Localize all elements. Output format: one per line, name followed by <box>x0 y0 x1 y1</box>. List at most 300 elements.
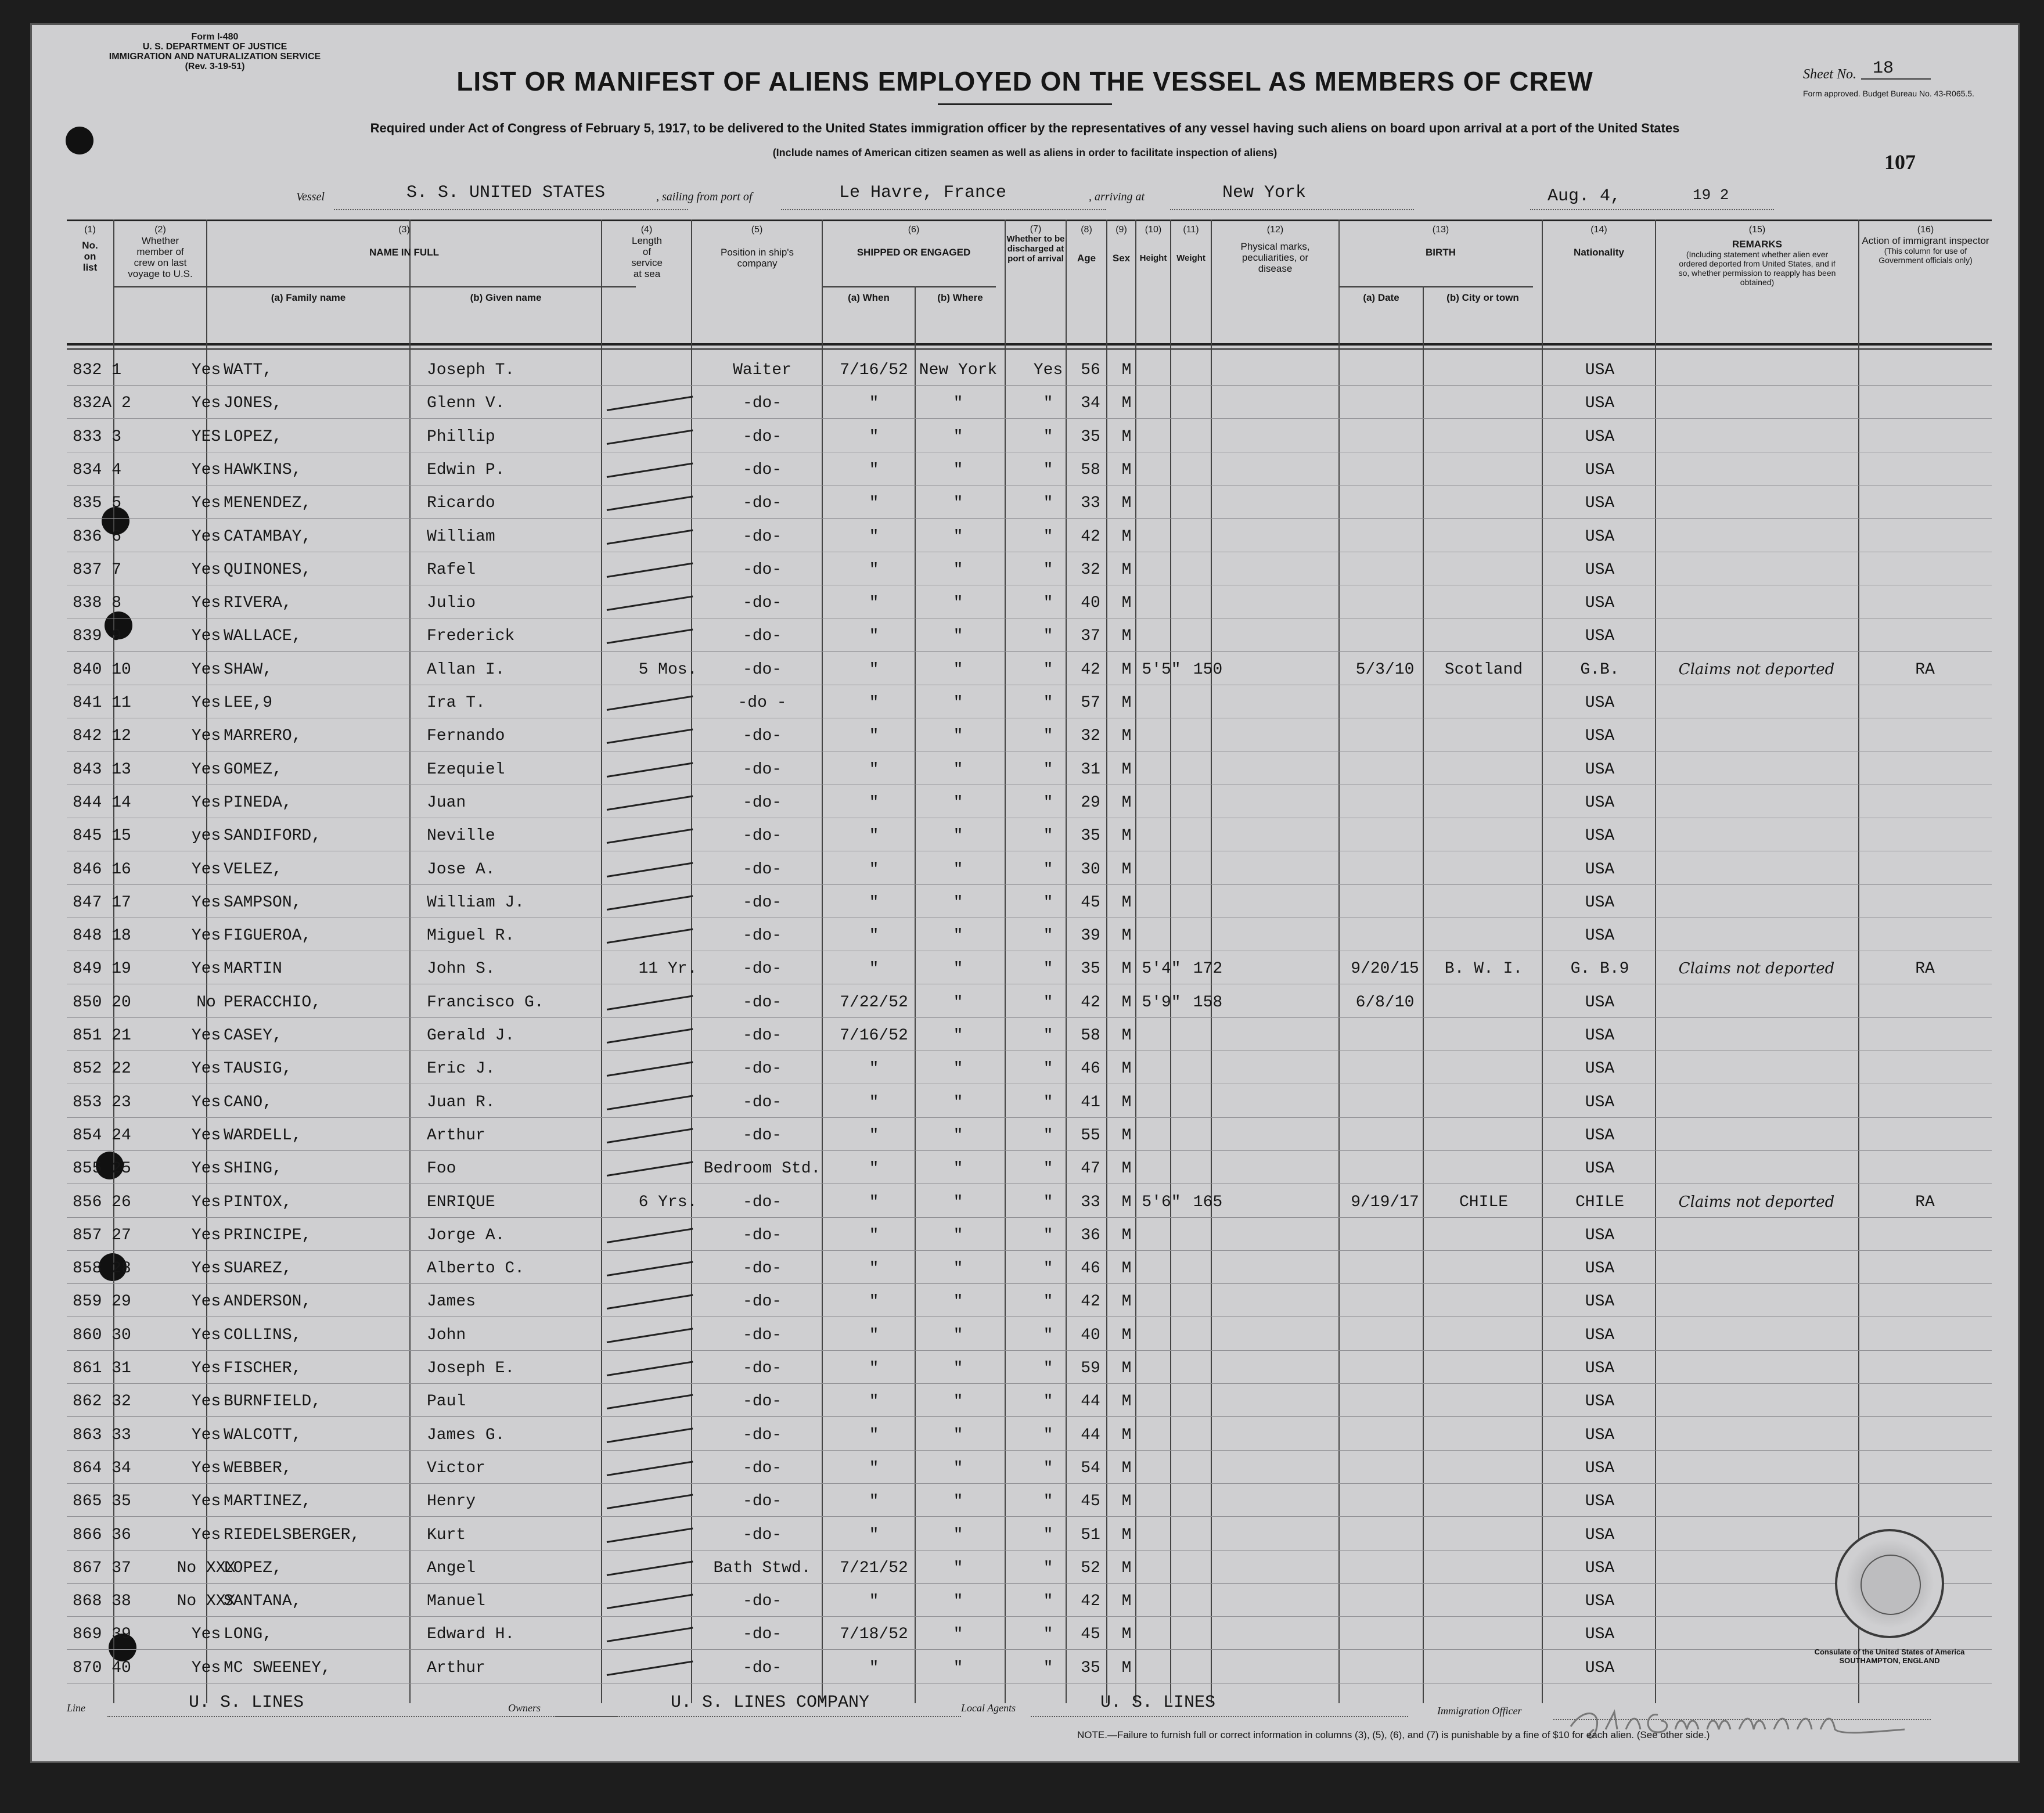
cell-sex: M <box>1121 1359 1132 1377</box>
cell-position: -do- <box>742 1293 782 1311</box>
cell-discharged: " <box>1043 1126 1053 1145</box>
cell-family-name: WALLACE, <box>224 627 302 646</box>
subtitle-note: (Include names of American citizen seamen as well as aliens in order to facilitate inspection of aliens) <box>772 147 1278 159</box>
cell-age: 35 <box>1081 427 1100 446</box>
cell-discharged: " <box>1043 394 1053 413</box>
cell-discharged: " <box>1043 1160 1053 1178</box>
cell-shipped-when: " <box>869 760 879 779</box>
sheet-label: Sheet No. <box>1803 67 1856 82</box>
cell-given-name: Manuel <box>427 1592 485 1611</box>
cell-service-length: 6 Yrs. <box>638 1193 697 1211</box>
cell-given-name: Arthur <box>427 1659 485 1677</box>
cell-position: -do- <box>742 494 782 513</box>
cell-discharged: " <box>1043 1592 1053 1611</box>
cell-discharged: " <box>1043 1426 1053 1444</box>
cell-shipped-when: " <box>869 927 879 945</box>
cell-age: 35 <box>1081 827 1100 846</box>
cell-discharged: " <box>1043 760 1053 779</box>
cell-line-number: 865 35 <box>73 1492 131 1511</box>
arrival-port: New York <box>1222 183 1307 203</box>
cell-line-number: 868 38 <box>73 1592 131 1611</box>
cell-sex: M <box>1121 1293 1132 1311</box>
cell-nationality: USA <box>1585 1592 1615 1611</box>
cell-age: 32 <box>1081 560 1100 579</box>
cell-shipped-where: " <box>953 1260 963 1278</box>
cell-shipped-when: " <box>869 1126 879 1145</box>
cell-remarks: Claims not deported <box>1678 1193 1835 1211</box>
cell-age: 44 <box>1081 1426 1100 1444</box>
cell-given-name: Arthur <box>427 1126 485 1145</box>
cell-nationality: USA <box>1585 927 1615 945</box>
cell-discharged: Yes <box>1033 361 1063 379</box>
cell-last-voyage: Yes <box>191 1293 221 1311</box>
cell-given-name: Joseph E. <box>427 1359 515 1377</box>
cell-position: -do- <box>742 1393 782 1411</box>
cell-given-name: Henry <box>427 1492 476 1511</box>
cell-shipped-where: " <box>953 793 963 812</box>
table-row <box>67 1384 1992 1417</box>
pen-stroke <box>607 1294 693 1310</box>
cell-nationality: USA <box>1585 760 1615 779</box>
cell-age: 59 <box>1081 1359 1100 1377</box>
cell-shipped-where: " <box>953 1027 963 1045</box>
cell-age: 32 <box>1081 727 1100 746</box>
pen-stroke <box>607 1261 693 1276</box>
cell-shipped-where: " <box>953 694 963 712</box>
table-row <box>67 1451 1992 1484</box>
cell-age: 29 <box>1081 793 1100 812</box>
cell-line-number: 850 20 <box>73 993 131 1012</box>
cell-shipped-when: " <box>869 527 879 546</box>
cell-line-number: 867 37 <box>73 1559 131 1577</box>
cell-line-number: 842 12 <box>73 727 131 746</box>
cell-sex: M <box>1121 1027 1132 1045</box>
date-line <box>1530 208 1774 210</box>
cell-nationality: USA <box>1585 1326 1615 1344</box>
cell-shipped-when: 7/18/52 <box>840 1625 908 1644</box>
cell-last-voyage: Yes <box>191 860 221 879</box>
cell-position: -do- <box>742 1592 782 1611</box>
cell-sex: M <box>1121 494 1132 513</box>
cell-family-name: WALCOTT, <box>224 1426 302 1444</box>
cell-shipped-where: " <box>953 860 963 879</box>
cell-last-voyage: Yes <box>191 1459 221 1477</box>
cell-sex: M <box>1121 361 1132 379</box>
cell-discharged: " <box>1043 1559 1053 1577</box>
cell-family-name: JONES, <box>224 394 282 413</box>
header-line-no: (1) No. on list <box>82 225 98 273</box>
cell-family-name: HAWKINS, <box>224 461 302 479</box>
cell-nationality: USA <box>1585 1160 1615 1178</box>
cell-last-voyage: Yes <box>191 960 221 979</box>
cell-discharged: " <box>1043 494 1053 513</box>
table-row <box>67 1085 1992 1118</box>
manifest-table <box>67 220 1992 1703</box>
pen-stroke <box>607 429 693 444</box>
cell-shipped-when: " <box>869 1459 879 1477</box>
page-title: LIST OR MANIFEST OF ALIENS EMPLOYED ON THE VESSEL AS MEMBERS OF CREW <box>456 66 1593 96</box>
table-row <box>67 386 1992 419</box>
cell-shipped-where: " <box>953 1492 963 1511</box>
cell-age: 52 <box>1081 1559 1100 1577</box>
cell-family-name: QUINONES, <box>224 560 312 579</box>
cell-age: 58 <box>1081 461 1100 479</box>
cell-height: 5'6" <box>1142 1193 1181 1211</box>
cell-nationality: USA <box>1585 1260 1615 1278</box>
cell-shipped-where: " <box>953 1093 963 1111</box>
footnote: NOTE.—Failure to furnish full or correct information in columns (3), (5), (6), and (7) is punishable by a fine of $10 for each alien. (See other side.) <box>1077 1729 1710 1740</box>
cell-sex: M <box>1121 461 1132 479</box>
pen-stroke <box>607 1461 693 1476</box>
pen-stroke <box>607 529 693 544</box>
cell-age: 51 <box>1081 1526 1100 1544</box>
cell-shipped-where: " <box>953 993 963 1012</box>
cell-shipped-where: " <box>953 1459 963 1477</box>
table-row <box>67 520 1992 552</box>
form-revision: (Rev. 3-19-51) <box>185 62 245 71</box>
pen-stroke <box>607 596 693 611</box>
cell-line-number: 860 30 <box>73 1326 131 1344</box>
cell-last-voyage: Yes <box>191 594 221 613</box>
cell-family-name: LEE,9 <box>224 694 273 712</box>
cell-sex: M <box>1121 1659 1132 1677</box>
cell-nationality: USA <box>1585 1293 1615 1311</box>
cell-sex: M <box>1121 927 1132 945</box>
cell-position: -do- <box>742 1359 782 1377</box>
cell-sex: M <box>1121 394 1132 413</box>
cell-age: 35 <box>1081 960 1100 979</box>
cell-discharged: " <box>1043 1027 1053 1045</box>
cell-nationality: USA <box>1585 727 1615 746</box>
cell-shipped-when: " <box>869 727 879 746</box>
cell-family-name: SUAREZ, <box>224 1260 292 1278</box>
from-line <box>781 208 1106 210</box>
header-nationality: (14) Nationality <box>1574 225 1624 258</box>
cell-last-voyage: Yes <box>191 461 221 479</box>
cell-shipped-when: " <box>869 1060 879 1078</box>
cell-nationality: USA <box>1585 1625 1615 1644</box>
cell-family-name: FISCHER, <box>224 1359 302 1377</box>
header-name: (3) NAME IN FULL <box>369 225 439 258</box>
cell-shipped-when: " <box>869 1260 879 1278</box>
cell-shipped-when: " <box>869 1592 879 1611</box>
cell-line-number: 832 1 <box>73 361 122 379</box>
cell-given-name: Fernando <box>427 727 505 746</box>
arrival-year: 19 2 <box>1693 186 1729 204</box>
table-row <box>67 420 1992 452</box>
cell-discharged: " <box>1043 993 1053 1012</box>
cell-last-voyage: Yes <box>191 1260 221 1278</box>
cell-line-number: 854 24 <box>73 1126 131 1145</box>
cell-birth-date: 9/19/17 <box>1351 1193 1419 1211</box>
cell-shipped-when: 7/21/52 <box>840 1559 908 1577</box>
cell-birth-city: B. W. I. <box>1444 960 1523 979</box>
cell-age: 46 <box>1081 1260 1100 1278</box>
header-sex: (9) Sex <box>1112 225 1131 264</box>
line-label: Line <box>67 1702 86 1714</box>
cell-shipped-when: " <box>869 560 879 579</box>
cell-family-name: SANDIFORD, <box>224 827 322 846</box>
cell-given-name: Edward H. <box>427 1625 515 1644</box>
header-height: (10) Height <box>1139 225 1167 263</box>
cell-family-name: SHAW, <box>224 660 273 679</box>
line-value: U. S. LINES <box>189 1693 304 1713</box>
cell-given-name: Ezequiel <box>427 760 505 779</box>
cell-age: 42 <box>1081 1293 1100 1311</box>
cell-nationality: USA <box>1585 461 1615 479</box>
cell-sex: M <box>1121 960 1132 979</box>
cell-given-name: Joseph T. <box>427 361 515 379</box>
table-row <box>67 1584 1992 1617</box>
cell-family-name: BURNFIELD, <box>224 1393 322 1411</box>
sheet-number: 18 <box>1873 59 1894 78</box>
cell-nationality: USA <box>1585 793 1615 812</box>
cell-shipped-when: " <box>869 1160 879 1178</box>
cell-last-voyage: No XXX <box>177 1592 236 1611</box>
cell-family-name: WEBBER, <box>224 1459 292 1477</box>
cell-position: -do- <box>742 394 782 413</box>
cell-weight: 150 <box>1193 660 1223 679</box>
cell-line-number: 844 14 <box>73 793 131 812</box>
pen-stroke <box>607 1161 693 1177</box>
cell-discharged: " <box>1043 860 1053 879</box>
pen-stroke <box>607 895 693 910</box>
cell-shipped-where: " <box>953 1659 963 1677</box>
cell-shipped-when: " <box>869 660 879 679</box>
pen-stroke <box>607 396 693 411</box>
cell-given-name: Ricardo <box>427 494 495 513</box>
cell-height: 5'9" <box>1142 993 1181 1012</box>
cell-line-number: 843 13 <box>73 760 131 779</box>
cell-line-number: 866 36 <box>73 1526 131 1544</box>
cell-shipped-where: " <box>953 760 963 779</box>
cell-sex: M <box>1121 1326 1132 1344</box>
pen-stroke <box>607 729 693 744</box>
cell-position: -do- <box>742 527 782 546</box>
table-row <box>67 1152 1992 1184</box>
cell-line-number: 849 19 <box>73 960 131 979</box>
cell-family-name: PERACCHIO, <box>224 993 322 1012</box>
pen-stroke <box>607 829 693 844</box>
cell-discharged: " <box>1043 1393 1053 1411</box>
cell-discharged: " <box>1043 793 1053 812</box>
cell-position: -do- <box>742 1526 782 1544</box>
cell-family-name: GOMEZ, <box>224 760 282 779</box>
cell-shipped-where: " <box>953 1126 963 1145</box>
cell-sex: M <box>1121 1160 1132 1178</box>
cell-nationality: CHILE <box>1575 1193 1624 1211</box>
vessel-line <box>334 208 688 210</box>
cell-discharged: " <box>1043 1459 1053 1477</box>
table-row <box>67 1185 1992 1218</box>
cell-line-number: 861 31 <box>73 1359 131 1377</box>
cell-nationality: USA <box>1585 893 1615 912</box>
line-underline <box>107 1715 618 1717</box>
cell-nationality: USA <box>1585 1027 1615 1045</box>
pen-stroke <box>607 929 693 944</box>
table-row <box>67 1019 1992 1051</box>
cell-given-name: Alberto C. <box>427 1260 525 1278</box>
header-weight: (11) Weight <box>1176 225 1205 263</box>
cell-age: 33 <box>1081 1193 1100 1211</box>
cell-family-name: MENENDEZ, <box>224 494 312 513</box>
cell-age: 58 <box>1081 1027 1100 1045</box>
cell-sex: M <box>1121 1093 1132 1111</box>
pen-stroke <box>607 1560 693 1575</box>
table-row <box>67 1118 1992 1151</box>
cell-position: -do- <box>742 1492 782 1511</box>
vessel-name: S. S. UNITED STATES <box>406 183 606 203</box>
cell-shipped-where: " <box>953 927 963 945</box>
owners-value: U. S. LINES COMPANY <box>671 1693 870 1713</box>
cell-sex: M <box>1121 627 1132 646</box>
cell-given-name: Jorge A. <box>427 1226 505 1244</box>
officer-label: Immigration Officer <box>1437 1705 1522 1717</box>
cell-position: Bedroom Std. <box>703 1160 821 1178</box>
cell-line-number: 838 8 <box>73 594 122 613</box>
cell-shipped-where: " <box>953 960 963 979</box>
cell-shipped-where: " <box>953 1526 963 1544</box>
cell-position: Bath Stwd. <box>713 1559 811 1577</box>
table-row <box>67 1351 1992 1384</box>
cell-discharged: " <box>1043 1293 1053 1311</box>
cell-age: 56 <box>1081 361 1100 379</box>
cell-last-voyage: Yes <box>191 527 221 546</box>
pen-stroke <box>607 1062 693 1077</box>
cell-shipped-when: " <box>869 594 879 613</box>
cell-line-number: 855 25 <box>73 1160 131 1178</box>
cell-sex: M <box>1121 1260 1132 1278</box>
cell-shipped-when: " <box>869 1226 879 1244</box>
pen-stroke <box>607 1328 693 1343</box>
cell-position: -do- <box>742 660 782 679</box>
agents-value: U. S. LINES <box>1100 1693 1216 1713</box>
pen-stroke <box>607 1361 693 1376</box>
cell-given-name: Rafel <box>427 560 476 579</box>
cell-position: -do- <box>742 827 782 846</box>
owners-underline <box>555 1715 961 1717</box>
cell-position: -do- <box>742 1027 782 1045</box>
cell-shipped-when: " <box>869 793 879 812</box>
cell-discharged: " <box>1043 660 1053 679</box>
cell-discharged: " <box>1043 960 1053 979</box>
cell-shipped-where: " <box>953 1559 963 1577</box>
cell-line-number: 845 15 <box>73 827 131 846</box>
cell-age: 57 <box>1081 694 1100 712</box>
cell-last-voyage: Yes <box>191 1193 221 1211</box>
cell-sex: M <box>1121 1226 1132 1244</box>
cell-shipped-where: " <box>953 1193 963 1211</box>
pen-stroke <box>607 1228 693 1243</box>
pen-stroke <box>607 762 693 777</box>
cell-given-name: ENRIQUE <box>427 1193 495 1211</box>
cell-discharged: " <box>1043 1093 1053 1111</box>
cell-age: 40 <box>1081 1326 1100 1344</box>
cell-shipped-when: " <box>869 893 879 912</box>
cell-family-name: ANDERSON, <box>224 1293 312 1311</box>
cell-shipped-when: " <box>869 1393 879 1411</box>
from-label: , sailing from port of <box>656 190 753 203</box>
cell-nationality: USA <box>1585 993 1615 1012</box>
form-approved: Form approved. Budget Bureau No. 43-R065.5. <box>1803 89 1974 98</box>
cell-discharged: " <box>1043 1359 1053 1377</box>
cell-last-voyage: Yes <box>191 1093 221 1111</box>
cell-sex: M <box>1121 1559 1132 1577</box>
table-row <box>67 1218 1992 1251</box>
cell-age: 54 <box>1081 1459 1100 1477</box>
cell-line-number: 833 3 <box>73 427 122 446</box>
cell-last-voyage: Yes <box>191 494 221 513</box>
cell-position: -do- <box>742 1060 782 1078</box>
cell-sex: M <box>1121 1426 1132 1444</box>
cell-sex: M <box>1121 694 1132 712</box>
cell-given-name: James G. <box>427 1426 505 1444</box>
cell-position: -do- <box>742 461 782 479</box>
sheet-underline <box>1861 78 1931 80</box>
cell-age: 55 <box>1081 1126 1100 1145</box>
cell-given-name: Eric J. <box>427 1060 495 1078</box>
cell-family-name: MC SWEENEY, <box>224 1659 331 1677</box>
cell-last-voyage: Yes <box>191 560 221 579</box>
pen-stroke <box>607 562 693 577</box>
cell-given-name: Edwin P. <box>427 461 505 479</box>
cell-last-voyage: Yes <box>191 1526 221 1544</box>
header-shipped-where: (b) Where <box>937 292 983 303</box>
cell-shipped-where: " <box>953 827 963 846</box>
cell-discharged: " <box>1043 1260 1053 1278</box>
cell-last-voyage: No XXX <box>177 1559 236 1577</box>
pen-stroke <box>607 1427 693 1443</box>
cell-nationality: USA <box>1585 1426 1615 1444</box>
cell-age: 31 <box>1081 760 1100 779</box>
header-given-name: (b) Given name <box>470 292 542 303</box>
cell-age: 45 <box>1081 893 1100 912</box>
cell-nationality: USA <box>1585 1126 1615 1145</box>
cell-birth-date: 6/8/10 <box>1355 993 1415 1012</box>
cell-position: -do- <box>742 1193 782 1211</box>
cell-given-name: Francisco G. <box>427 993 544 1012</box>
cell-sex: M <box>1121 594 1132 613</box>
cell-discharged: " <box>1043 461 1053 479</box>
cell-line-number: 839 9 <box>73 627 122 646</box>
cell-shipped-when: " <box>869 1359 879 1377</box>
cell-last-voyage: Yes <box>191 1393 221 1411</box>
cell-given-name: Juan <box>427 793 466 812</box>
cell-last-voyage: Yes <box>191 361 221 379</box>
table-row <box>67 886 1992 918</box>
cell-age: 41 <box>1081 1093 1100 1111</box>
cell-position: -do- <box>742 760 782 779</box>
cell-family-name: WATT, <box>224 361 273 379</box>
cell-nationality: USA <box>1585 1359 1615 1377</box>
cell-shipped-where: " <box>953 427 963 446</box>
cell-discharged: " <box>1043 1492 1053 1511</box>
pen-stroke <box>607 1494 693 1509</box>
cell-age: 45 <box>1081 1625 1100 1644</box>
cell-nationality: USA <box>1585 827 1615 846</box>
cell-family-name: WARDELL, <box>224 1126 302 1145</box>
table-row <box>67 819 1992 851</box>
cell-given-name: John S. <box>427 960 495 979</box>
cell-position: -do- <box>742 1226 782 1244</box>
cell-remarks: Claims not deported <box>1678 960 1835 978</box>
cell-sex: M <box>1121 1393 1132 1411</box>
cell-age: 42 <box>1081 1592 1100 1611</box>
cell-age: 46 <box>1081 1060 1100 1078</box>
cell-sex: M <box>1121 893 1132 912</box>
cell-sex: M <box>1121 1625 1132 1644</box>
cell-shipped-when: " <box>869 1326 879 1344</box>
